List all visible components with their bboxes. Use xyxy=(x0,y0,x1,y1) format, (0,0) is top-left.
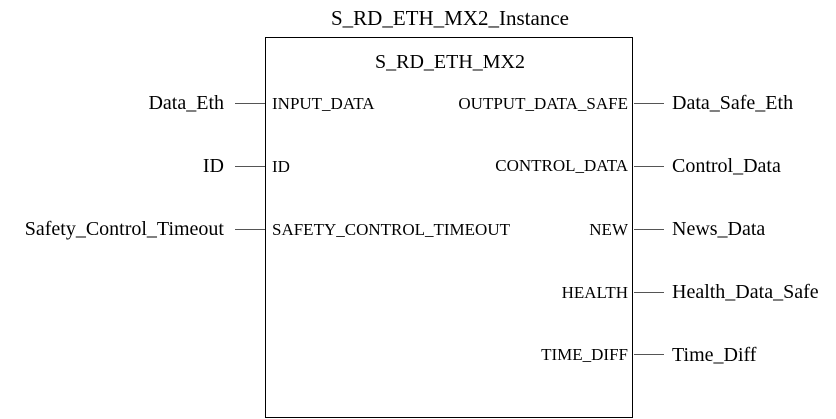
input-port-safety-control-timeout: SAFETY_CONTROL_TIMEOUT xyxy=(272,220,510,239)
input-variable-safety-control-timeout: Safety_Control_Timeout xyxy=(24,218,224,240)
output-port-time-diff: TIME_DIFF xyxy=(541,345,628,364)
output-wire xyxy=(634,103,664,104)
output-variable-news-data: News_Data xyxy=(672,218,766,240)
output-port-health: HEALTH xyxy=(561,283,628,302)
output-variable-health-data-safe: Health_Data_Safe xyxy=(672,281,819,303)
output-variable-data-safe-eth: Data_Safe_Eth xyxy=(672,92,794,114)
input-variable-data-eth: Data_Eth xyxy=(148,92,224,114)
output-port-new: NEW xyxy=(589,220,628,239)
block-type-name: S_RD_ETH_MX2 xyxy=(374,51,525,73)
output-wire xyxy=(634,354,664,355)
instance-name: S_RD_ETH_MX2_Instance xyxy=(331,6,569,30)
input-wire xyxy=(235,103,265,104)
input-wire xyxy=(235,229,265,230)
output-variable-time-diff: Time_Diff xyxy=(672,344,757,366)
input-variable-id: ID xyxy=(202,155,224,177)
output-wire xyxy=(634,229,664,230)
input-wire xyxy=(235,166,265,167)
output-wire xyxy=(634,166,664,167)
output-port-output-data-safe: OUTPUT_DATA_SAFE xyxy=(458,94,628,113)
input-port-id: ID xyxy=(272,157,290,176)
output-port-control-data: CONTROL_DATA xyxy=(495,156,628,175)
input-port-input-data: INPUT_DATA xyxy=(272,94,375,113)
output-variable-control-data: Control_Data xyxy=(672,155,781,177)
output-wire xyxy=(634,292,664,293)
